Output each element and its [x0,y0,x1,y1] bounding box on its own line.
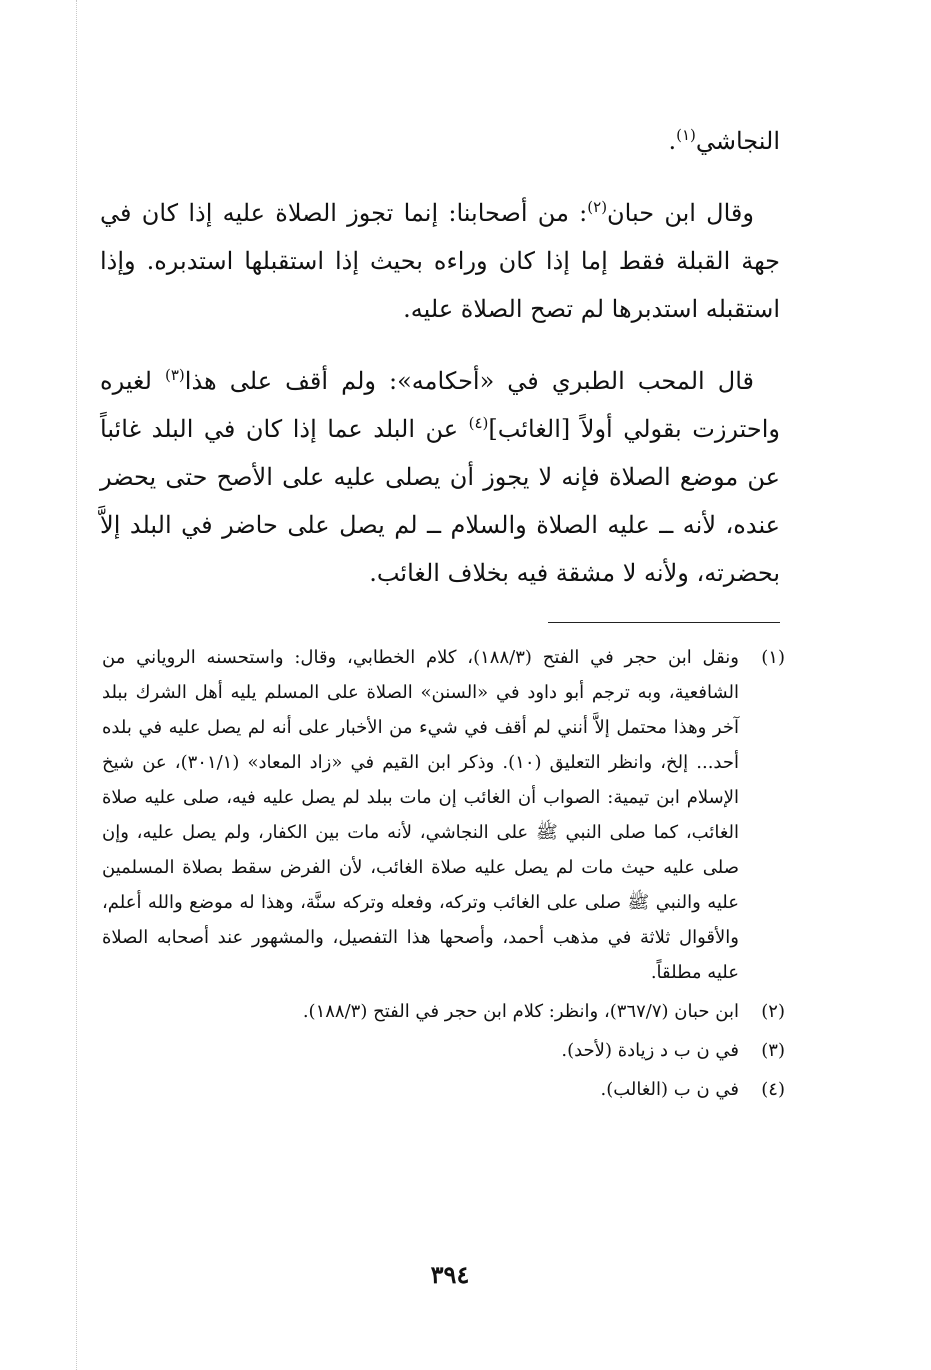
footnote-number: (٤) [761,1079,785,1100]
footnote-text: في ن ب (الغالب). [600,1079,739,1100]
paragraph-1-text-a: النجاشي [695,127,780,155]
paragraph-3-text-a: قال المحب الطبري في «أحكامه»: ولم أقف على هذا [184,367,754,395]
footnote-ref-3[interactable]: (٣) [165,366,185,384]
paragraph-3-text-b: لغيره واحترزت بقولي أولاً [الغائب] [100,367,780,443]
footnote-number: (١) [761,647,785,668]
paragraph-2-text-a: وقال ابن حبان [607,199,754,227]
footnote-number: (٣) [761,1040,785,1061]
footnote-number: (٢) [761,1001,785,1022]
footnote-3 [102,1033,785,1068]
footnote-separator [548,622,780,623]
footnote-2 [102,994,785,1029]
paragraph-1 [100,117,780,165]
paragraph-1-text-b: . [668,127,677,155]
paragraph-2 [100,189,780,333]
footnote-text: ابن حبان (٣٦٧/٧)، وانظر: كلام ابن حجر في الفتح (١٨٨/٣). [302,1001,739,1022]
page-number: ٣٩٤ [430,1260,470,1289]
footnote-ref-1[interactable]: (١) [676,126,696,144]
paragraph-3 [100,357,780,597]
footnotes [102,640,785,1111]
scan-edge-marks [76,0,77,1370]
paragraph-3-text-c: عن البلد عما إذا كان في البلد غائباً عن موضع الصلاة فإنه لا يجوز أن يصلى عليه على الأصح حتى يحضر عنده، لأنه ــ عليه الصلاة والسلام ــ لم يصل على حاضر في البلد إلاَّ بحضرته، ولأنه لا مشقة فيه بخلاف الغائب. [100,415,780,587]
footnote-text: ونقل ابن حجر في الفتح (١٨٨/٣)، كلام الخطابي، وقال: واستحسنه الروياني من الشافعية، وبه ترجم أبو داود في «السنن» الصلاة على المسلم يليه أهل الشرك ببلد آخر وهذا محتمل إلاَّ أنني لم أقف في شيء من الأخبار على أنه لم يصل عليه في بلده أحد... إلخ، وانظر التعليق (١٠). وذكر ابن القيم في «زاد المعاد» (٣٠١/١)، عن شيخ الإسلام ابن تيمية: الصواب أن الغائب إن مات ببلد لم يصل عليه فيه، صلى عليه صلاة الغائب، كما صلى النبي ﷺ على النجاشي، لأنه مات بين الكفار، ولم يصل عليه، وإن صلى عليه حيث مات لم يصل عليه صلاة الغائب، لأن الفرض سقط بصلاة المسلمين عليه والنبي ﷺ صلى على الغائب وتركه، وفعله وتركه سنَّة، وهذا له موضع والله أعلم، والأقوال ثلاثة في مذهب أحمد، وأصحها هذا التفصيل، والمشهور عند أصحابه الصلاة عليه مطلقاً. [102,647,739,983]
footnote-1 [102,640,785,990]
footnote-text: في ن ب د زيادة (لأحد). [561,1040,739,1061]
footnote-ref-4[interactable]: (٤) [468,414,489,432]
paragraph-2-text-b: : من أصحابنا: إنما تجوز الصلاة عليه إذا كان في جهة القبلة فقط إما إذا كان وراءه بحيث إذا استقبلها استدبره. وإذا استقبله استدبرها لم تصح الصلاة عليه. [100,199,780,323]
footnote-ref-2[interactable]: (٢) [587,198,608,216]
footnote-4 [102,1072,785,1107]
